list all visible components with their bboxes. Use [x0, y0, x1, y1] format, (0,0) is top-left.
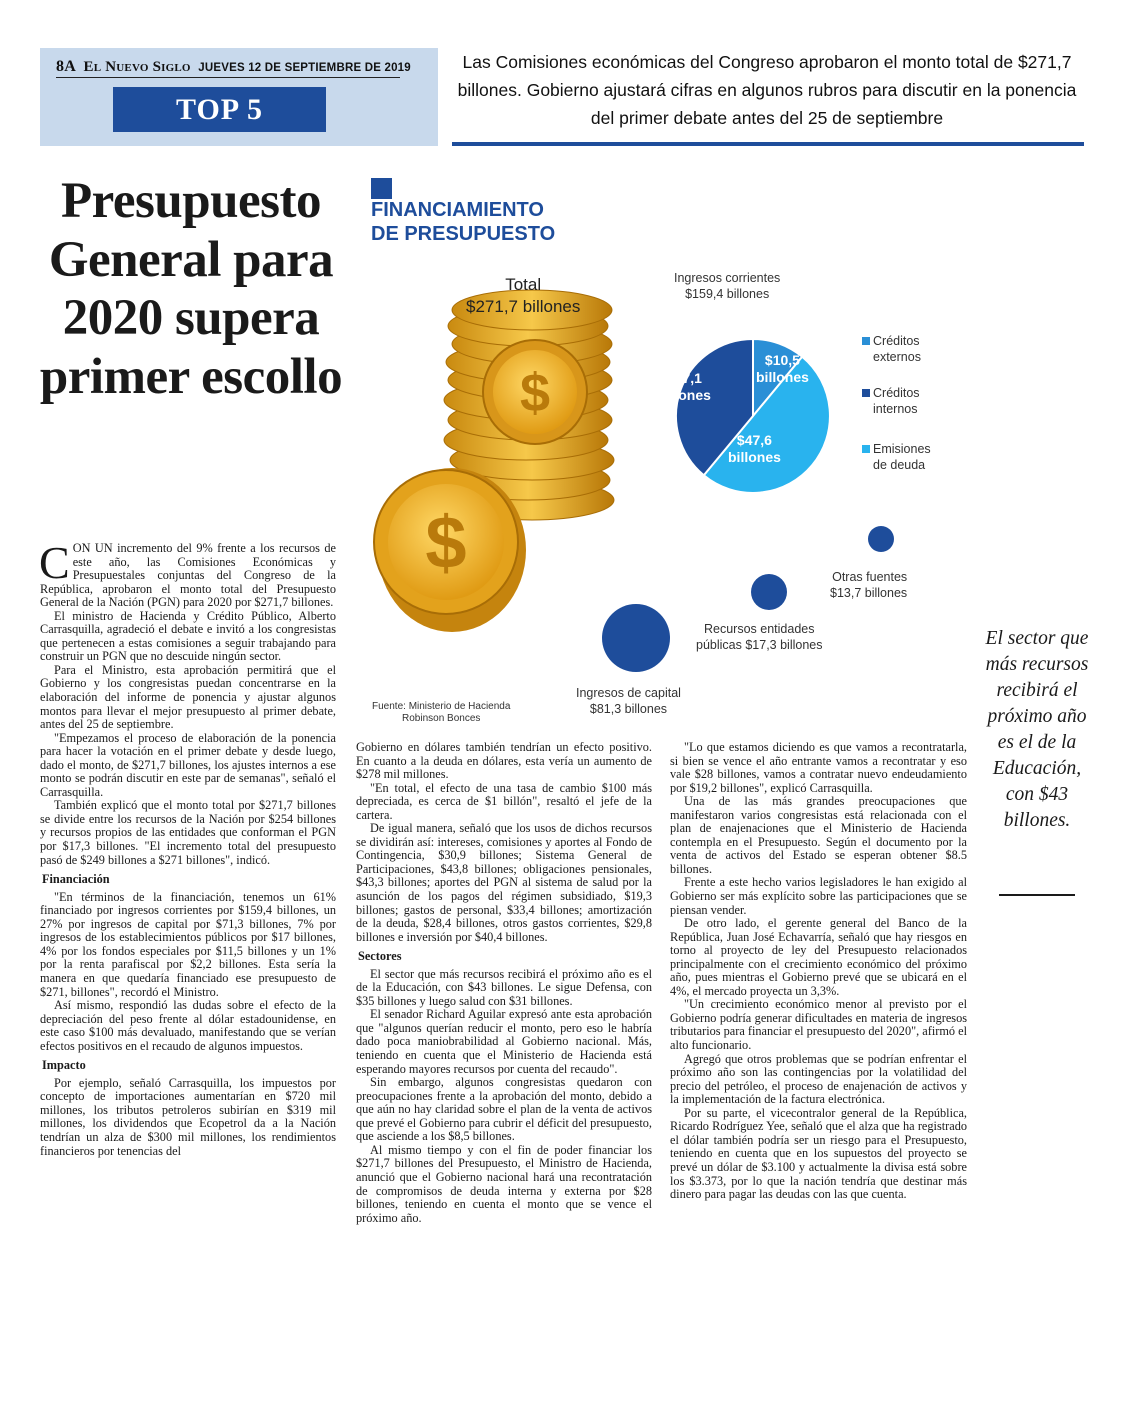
otras-fuentes-bubble [868, 526, 894, 552]
folio-rule [56, 77, 400, 78]
total-caption: Total [505, 275, 542, 294]
ingresos-capital-bubble [602, 604, 670, 672]
legend-text: internos [873, 402, 918, 416]
paragraph: El ministro de Hacienda y Crédito Público, Alberto Carrasquilla, agradeció el debate e invitó a los congresistas que pertenecen a estas comisiones a seguir trabajando para construir un PGN que no descuide ningún sector. [40, 608, 336, 664]
paragraph: "Empezamos el proceso de elaboración de la ponencia para hacer la votación en el primer debate y desde luego, dado el monto, de $271,7 billones, los ajustes internos a ese monto se podrán discutir en este par de semanas", señaló el Carrasquilla. [40, 730, 336, 799]
lead-text: incremento del 9% frente a los recursos de este año, las Comisiones Económicas y Presupuestales conjuntas del Congreso de la República, aprobaron el monto total del Presupuesto General de la Nación (PGN) para 2020 por $271,7 billones. [40, 541, 336, 610]
pie-value: $10,5 [764, 352, 800, 368]
legend-text: Créditos [873, 334, 920, 348]
pie-value: $37,1 [666, 370, 702, 386]
total-label [466, 274, 580, 318]
headline: Presupuesto General para 2020 supera primer escollo [39, 173, 343, 405]
front-coin [374, 468, 526, 632]
section-badge: TOP 5 [113, 87, 326, 132]
header-summary: Las Comisiones económicas del Congreso aprobaron el monto total de $271,7 billones. Gobierno ajustará cifras en algunos rubros para discutir en la ponencia del primer debate antes del 25 de septiembre [457, 52, 1077, 128]
title-line: FINANCIAMIENTO [371, 199, 544, 221]
dollar-icon: $ [425, 501, 467, 584]
paragraph: Para el Ministro, esta aprobación permitirá que el Gobierno y los congresistas puedan concentrarse en la elaboración del informe de ponencia y ajustar algunos montos para llevar el mejor presupuesto al primer debate, antes del 25 de septiembre. [40, 662, 336, 732]
pie-unit: billones [658, 387, 711, 403]
paragraph: Al mismo tiempo y con el fin de poder financiar los $271,7 billones del Presupuesto, el Ministro de Hacienda, anunció que el Gobierno nacional hará una recontratación de compromisos de deuda interna y externa por $28 billones, teniendo en cuenta el monto que se vence el próximo año. [356, 1142, 652, 1225]
paragraph: "En total, el efecto de una tasa de cambio $100 más depreciada, es cerca de $1 billón", resaltó el jefe de la cartera. [356, 780, 652, 822]
label-text: Otras fuentes [832, 570, 908, 584]
label-text: Ingresos corrientes [674, 271, 781, 285]
entidades-publicas-bubble [751, 574, 787, 610]
paragraph: Gobierno en dólares también tendrían un efecto positivo. En cuanto a la deuda en dólares, esta vería un aumento de $278 mil millones. [356, 740, 652, 782]
legend-swatch [862, 337, 870, 345]
issue-date: JUEVES 12 DE SEPTIEMBRE DE 2019 [198, 62, 411, 74]
paragraph: El sector que más recursos recibirá el próximo año es el de la Educación, con $43 billones. Le sigue Defensa, con $35 billones y luego salud con $31 billones. [356, 966, 652, 1008]
pie-label-externos [756, 352, 809, 386]
drop-cap: C [39, 537, 70, 588]
subheading-financiacion: Financiación [42, 872, 110, 887]
source-text: Fuente: Ministerio de Hacienda [372, 701, 511, 712]
pull-quote: El sector que más recursos recibirá el próximo año es el de la Educación, con $43 billones. [985, 628, 1089, 831]
coin-stack-illustration [374, 290, 616, 632]
pie-label-internos [658, 370, 711, 404]
ingresos-corrientes-label [674, 270, 780, 302]
article-column-2 [356, 741, 652, 1225]
lead-caps: ON UN [72, 541, 113, 555]
legend-text: externos [873, 350, 921, 364]
paragraph: También explicó que el monto total por $271,7 billones se divide entre los recursos de la Nación por $254 billones y recursos propios de las entidades que conforman el PGN por $17,3 billones. "El incremento total del presupuesto pasó de $249 billones a $271 billones", indicó. [40, 798, 336, 867]
entidades-publicas-label [696, 621, 822, 653]
infographic-source [372, 701, 510, 725]
otras-fuentes-label [830, 569, 907, 601]
legend-emisiones-deuda [862, 441, 931, 473]
total-value: $271,7 billones [466, 297, 581, 316]
label-value: $81,3 billones [589, 702, 668, 716]
infographic-title [371, 198, 555, 246]
legend-text: Créditos [873, 386, 920, 400]
paragraph: Así mismo, respondió las dudas sobre el efecto de la depreciación del peso frente al dólar estadounidense, en este caso $100 más devaluado, manifestando que se verían efectos positivos en el recaudo de algunos impuestos. [40, 998, 336, 1053]
paragraph: "Un crecimiento económico menor al previsto por el Gobierno podría generar dificultades en materia de ingresos tributarios para financiar el presupuesto del 2020", afirmó el alto funcionario. [670, 997, 967, 1053]
credit-text: Robinson Bonces [402, 713, 481, 724]
label-value: $13,7 billones [830, 586, 908, 600]
lead-paragraph [39, 537, 336, 610]
paragraph: De otro lado, el gerente general del Banco de la República, Juan José Echavarría, señaló que hay riesgos en torno al proyecto de ley del Presupuesto relacionados principalmente con el crecimiento económico del próximo año, pues mientras el Gobierno prevé que se ubicará en el 4%, el mercado proyecta un 3,3%. [670, 916, 967, 998]
article-column-3 [670, 741, 967, 1202]
paragraph: Sin embargo, algunos congresistas quedaron con preocupaciones frente a la aprobación del monto, debido a que aún no hay claridad sobre el plan de la venta de activos que prevé el Gobierno para cubrir el déficit del presupuesto, que asciende a los $8,5 billones. [356, 1075, 652, 1144]
paragraph: "En términos de la financiación, tenemos un 61% financiado por ingresos corrientes por $159,4 billones, un 27% por ingresos de capital por $71,3 billones, 7% por ingresos de los establecimientos públicos por $17 billones, 4% por los fondos especiales por $11,5 billones y un 1% por la renta parafiscal por $2,2 billones. Esta sería la manera en que quedaría financiado ese presupuesto de $271, billones", recordó el Ministro. [40, 889, 336, 999]
paragraph: "Lo que estamos diciendo es que vamos a recontratarla, si bien se vence el año entrante vamos a recontratar y eso vale $28 billones, vamos a contratar nuevo endeudamiento por $19,2 billones", explicó Carrasquilla. [670, 740, 967, 795]
dollar-icon: $ [519, 363, 551, 423]
pie-label-emisiones [728, 432, 781, 466]
label-value: públicas $17,3 billones [696, 638, 823, 652]
label-text: Recursos entidades [704, 622, 815, 636]
paragraph: Por ejemplo, señaló Carrasquilla, los impuestos por concepto de importaciones aumentarían en $720 mil millones, los tributos petroleros subirían en $319 mil millones, los dividendos que Ecopetrol da a la Nación tendrían un alza de $300 mil millones, los rendimientos financieros por tenencias del [40, 1075, 336, 1158]
ingresos-capital-label [576, 685, 681, 717]
paragraph: Por su parte, el vicecontralor general de la República, Ricardo Rodríguez Yee, señaló que el alza que ha registrado el dólar también podría ser un riesgo para el Presupuesto, teniendo en cuenta que en los supuestos del proyecto se prevé un dólar de $3.100 y actualmente la divisa está sobre los $3.373, por lo que la nación tendría que destinar más dinero para pagar las deudas con las que cuenta. [670, 1105, 967, 1202]
legend-creditos-externos [862, 333, 921, 365]
paragraph: De igual manera, señaló que los usos de dichos recursos se dividirán así: intereses, comisiones y aportes al Fondo de Contingencia, $30,9 billones; Sistema General de Participaciones, $43,8 billones; obligaciones pensionales, $43,3 billones; aportes del PGN al sistema de salud por la asunción de los pagos del régimen subsidiado, $19,3 billones; gastos de personal, $33,4 billones; amortización de la deuda, $28,4 billones, otros gastos corrientes, $29,8 billones e inversión por $40,4 billones. [356, 821, 652, 944]
paragraph: Frente a este hecho varios legisladores le han exigido al Gobierno ser más explícito sobre las participaciones que se piensan vender. [670, 875, 967, 917]
pie-unit: billones [756, 369, 809, 385]
title-marker [371, 178, 392, 199]
paragraph: Agregó que otros problemas que se podrían enfrentar el próximo año son las contingencias por la volatilidad del precio del petróleo, el proceso de enajenación de activos y la implementación de la factura electrónica. [670, 1051, 967, 1107]
pie-unit: billones [728, 449, 781, 465]
legend-text: Emisiones [873, 442, 931, 456]
legend-swatch [862, 445, 870, 453]
paragraph: El senador Richard Aguilar expresó ante esta aprobación que "algunos querían reducir el monto, pero eso le habría dado poca maniobrabilidad al Gobierno nacional. Más, teniendo en cuenta que el Ministerio de Hacienda está esperando mayores recursos por cuenta del recaudo". [356, 1007, 652, 1076]
label-value: $159,4 billones [685, 287, 770, 301]
subheading-sectores: Sectores [358, 949, 402, 964]
legend-text: de deuda [873, 458, 926, 472]
header-rule [452, 142, 1084, 146]
paragraph: Una de las más grandes preocupaciones que manifestaron varios congresistas está relacionada con el plan de enajenaciones que el Ministerio de Hacienda contempla en el Presupuesto. Según el documento por la venta de activos del Estado se esperan obtener $8.5 billones. [670, 794, 967, 876]
folio [56, 58, 411, 76]
financing-infographic [360, 176, 970, 724]
label-text: Ingresos de capital [576, 686, 681, 700]
title-line: DE PRESUPUESTO [371, 223, 556, 245]
page-number: 8A [56, 58, 76, 75]
newspaper-name: El Nuevo Siglo [83, 59, 191, 75]
legend-swatch [862, 389, 870, 397]
legend-creditos-internos [862, 385, 920, 417]
subheading-impacto: Impacto [42, 1058, 86, 1073]
pull-quote-rule [999, 894, 1075, 896]
article-column-1 [39, 537, 336, 1158]
pie-value: $47,6 [736, 432, 772, 448]
